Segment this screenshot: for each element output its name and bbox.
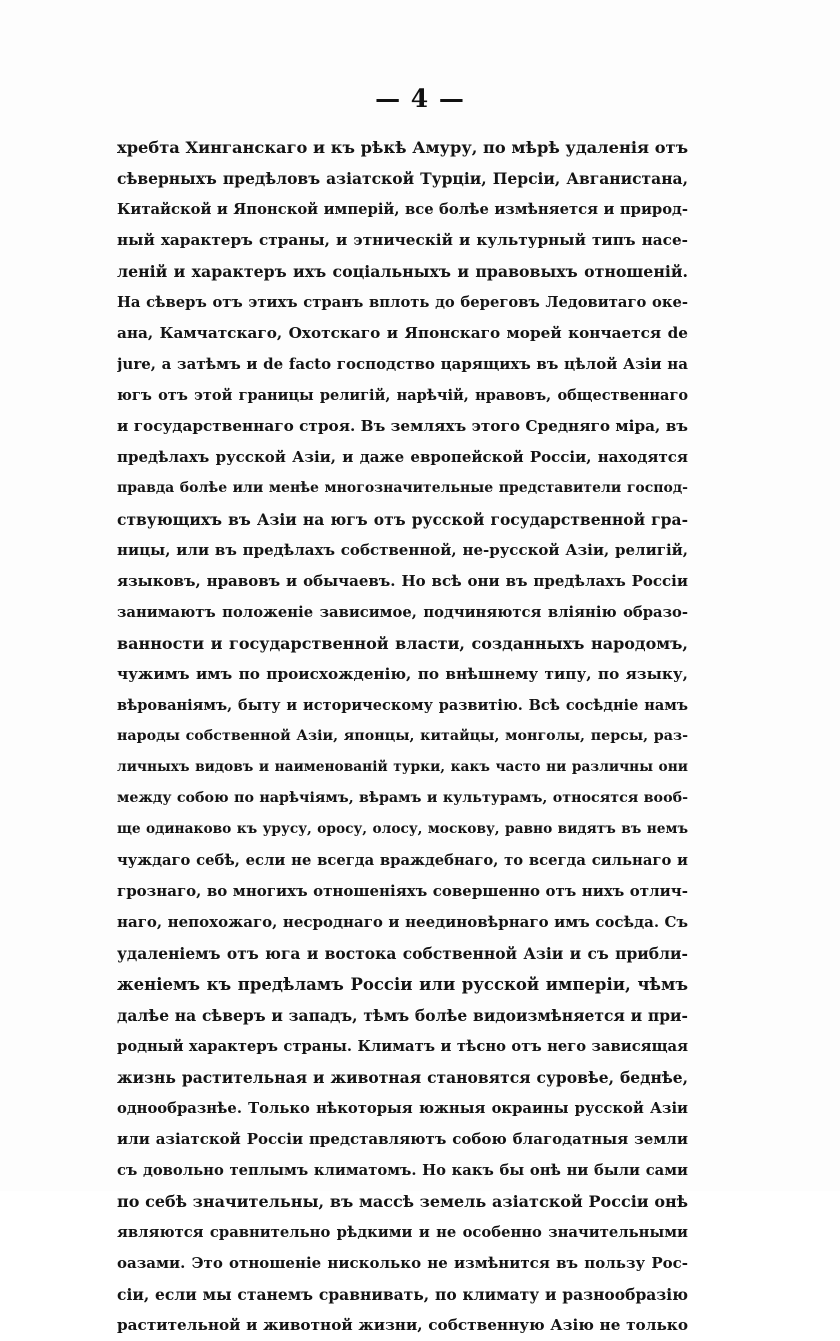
text-line: родный характеръ страны. Климатъ и тѣсно отъ него зависящая bbox=[117, 1038, 688, 1055]
text-line: вѣрованіямъ, быту и историческому развитію. Всѣ сосѣдніе намъ bbox=[117, 697, 688, 714]
text-line: и государственнаго строя. Въ земляхъ этого Средняго міра, въ bbox=[117, 417, 688, 435]
text-line: ницы, или въ предѣлахъ собственной, не-русской Азіи, религій, bbox=[117, 541, 688, 559]
text-line: jure, а затѣмъ и de facto господство царящихъ въ цѣлой Азіи на bbox=[117, 355, 688, 373]
text-line: На сѣверъ отъ этихъ странъ вплоть до береговъ Ледовитаго оке- bbox=[117, 294, 688, 311]
text-line: оазами. Это отношеніе нисколько не измѣнится въ пользу Рос- bbox=[117, 1254, 688, 1272]
body-text bbox=[117, 132, 688, 1341]
text-line: ванности и государственной власти, созданныхъ народомъ, bbox=[117, 634, 688, 653]
text-line: леній и характеръ ихъ соціальныхъ и правовыхъ отношеній. bbox=[117, 262, 688, 281]
text-line: далѣе на сѣверъ и западъ, тѣмъ болѣе видоизмѣняется и при- bbox=[117, 1006, 688, 1025]
text-line: или азіатской Россіи представляютъ собою благодатныя земли bbox=[117, 1130, 688, 1148]
text-line: удаленіемъ отъ юга и востока собственной Азіи и съ прибли- bbox=[117, 944, 688, 963]
text-line: чужимъ имъ по происхожденію, по внѣшнему типу, по языку, bbox=[117, 665, 688, 683]
text-line: однообразнѣе. Только нѣкоторыя южныя окраины русской Азіи bbox=[117, 1100, 688, 1117]
text-line: языковъ, нравовъ и обычаевъ. Но всѣ они въ предѣлахъ Россіи bbox=[117, 572, 688, 590]
text-line: наго, непохожаго, несроднаго и неединовѣрнаго имъ сосѣда. Съ bbox=[117, 913, 688, 931]
text-line: жизнь растительная и животная становятся суровѣе, беднѣе, bbox=[117, 1068, 688, 1087]
text-line: чуждаго себѣ, если не всегда враждебнаго, то всегда сильнаго и bbox=[117, 852, 688, 869]
text-line: являются сравнительно рѣдкими и не особенно значительными bbox=[117, 1224, 688, 1241]
text-line: предѣлахъ русской Азіи, и даже европейской Россіи, находятся bbox=[117, 448, 688, 466]
text-line: сѣверныхъ предѣловъ азіатской Турціи, Персіи, Авганистана, bbox=[117, 169, 688, 188]
text-line: занимаютъ положеніе зависимое, подчиняются вліянію образо- bbox=[117, 604, 688, 621]
text-line: ще одинаково къ урусу, оросу, олосу, москову, равно видятъ въ немъ bbox=[117, 821, 688, 837]
text-line: сіи, если мы станемъ сравнивать, по климату и разнообразію bbox=[117, 1285, 688, 1304]
text-line: растительной и животной жизни, собственную Азію не только bbox=[117, 1316, 688, 1334]
text-line: хребта Хинганскаго и къ рѣкѣ Амуру, по мѣрѣ удаленія отъ bbox=[117, 138, 688, 157]
text-line: ана, Камчатскаго, Охотскаго и Японскаго морей кончается de bbox=[117, 324, 688, 342]
text-line: ствующихъ въ Азіи на югъ отъ русской государственной гра- bbox=[117, 510, 688, 529]
text-line: правда болѣе или менѣе многозначительные представители господ- bbox=[117, 480, 688, 496]
text-line: съ довольно теплымъ климатомъ. Но какъ бы онѣ ни были сами bbox=[117, 1162, 688, 1179]
text-line: между собою по нарѣчіямъ, вѣрамъ и культурамъ, относятся вооб- bbox=[117, 790, 688, 806]
page-number: — 4 — bbox=[375, 84, 465, 113]
text-line: личныхъ видовъ и наименованій турки, какъ часто ни различны они bbox=[117, 759, 688, 775]
text-line: югъ отъ этой границы религій, нарѣчій, нравовъ, общественнаго bbox=[117, 387, 688, 404]
text-line: народы собственной Азіи, японцы, китайцы, монголы, персы, раз- bbox=[117, 728, 688, 744]
text-line: женіемъ къ предѣламъ Россіи или русской имперіи, чѣмъ bbox=[117, 975, 688, 994]
text-line: ный характеръ страны, и этническій и культурный типъ насе- bbox=[117, 231, 688, 249]
text-line: по себѣ значительны, въ массѣ земель азіатской Россіи онѣ bbox=[117, 1192, 688, 1211]
text-line: Китайской и Японской имперій, все болѣе измѣняется и природ- bbox=[117, 201, 688, 218]
text-line: грознаго, во многихъ отношеніяхъ совершенно отъ нихъ отлич- bbox=[117, 882, 688, 900]
